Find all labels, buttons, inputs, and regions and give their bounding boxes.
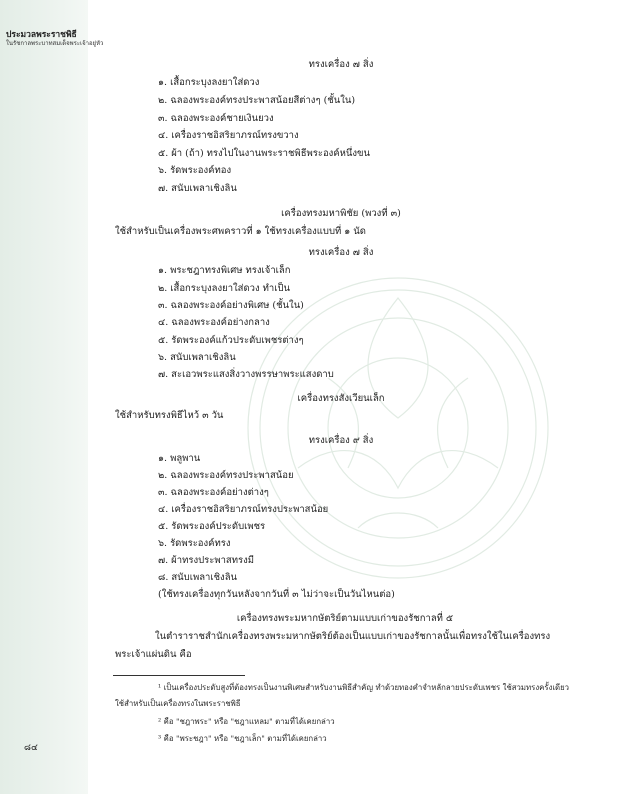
section4-text: ใช้สำหรับทรงพิธีไหว้ ๓ วัน [115,410,224,421]
list-item: ๑. เสื้อกระบุงลงยาใส่ดวง [158,77,260,88]
list-item: ๓. ฉลองพระองค์อย่างพิเศษ (ชั้นใน) [158,300,304,311]
running-head-title: ประมวลพระราชพิธี [6,30,77,40]
page-number: ๘๔ [24,743,38,753]
section1-heading: ทรงเครื่อง ๗ สิ่ง [308,59,374,70]
list-item: ๔. ฉลองพระองค์อย่างกลาง [158,317,270,328]
list-item: ๒. เสื้อกระบุงลงยาใส่ดวง ทำเป็น [158,283,291,294]
list-item: ๕. รัดพระองค์ประดับเพชร [158,521,266,532]
footnote-1: ¹ เป็นเครื่องประดับสูงที่ต้องทรงเป็นงานพิเศษสำหรับงานพิธีสำคัญ ทำด้วยทองคำจำหลักลายประดับเพชร ใช้สวมทรงครั้งเดียว [158,683,570,692]
list-item: ๗. ผ้าทรงประพาสทรงมี [158,555,254,566]
list-item: ๔. เครื่องราชอิสริยาภรณ์ทรงประพาสน้อย [158,504,329,515]
section5-heading: ทรงเครื่อง ๙ สิ่ง [308,435,374,446]
list-item-note: (ใช้ทรงเครื่องทุกวันหลังจากวันที่ ๓ ไม่ว่าจะเป็นวันไหนต่อ) [158,589,395,600]
list-item: ๖. สนับเพลาเชิงลิน [158,352,236,363]
list-item: ๕. รัดพระองค์แก้วประดับเพชรต่างๆ [158,335,304,346]
list-item: ๖. รัดพระองค์ทอง [158,165,232,176]
footnote-1-continued: ใช้สำหรับเป็นเครื่องทรงในพระราชพิธี [115,699,241,708]
section6-paragraph-line2: พระเจ้าแผ่นดิน คือ [115,649,192,660]
list-item: ๓. ฉลองพระองค์อย่างต่างๆ [158,487,269,498]
list-item: ๗. สะเอวพระแสงสิ่งวางพรรษาพระแสงดาบ [158,369,334,380]
list-item: ๖. รัดพระองค์ทรง [158,538,231,549]
section3-heading: ทรงเครื่อง ๗ สิ่ง [308,247,374,258]
list-item: ๒. ฉลองพระองค์ทรงประพาสน้อยสีต่างๆ (ชั้นใน) [158,95,356,106]
list-item: ๕. ผ้า (ถ้า) ทรงไปในงานพระราชพิธีพระองค์หนึ่งขน [158,148,371,159]
list-item: ๓. ฉลองพระองค์ชายเงินยวง [158,113,274,124]
section2-text: ใช้สำหรับเป็นเครื่องพระศพคราวที่ ๑ ใช้ทรงเครื่องแบบที่ ๑ นัด [115,226,366,237]
section6-heading: เครื่องทรงพระมหากษัตริย์ตามแบบเก่าของรัชกาลที่ ๕ [236,613,454,624]
section6-paragraph-line1: ในตำราราชสำนักเครื่องทรงพระมหากษัตริย์ต้องเป็นแบบเก่าของรัชกาลนั้นเพื่อทรงใช้ในเครื่องทรง [155,631,551,642]
section4-heading: เครื่องทรงสังเวียนเล็ก [297,393,385,404]
section2-heading: เครื่องทรงมหาพิชัย (พวงที่ ๓) [281,208,401,219]
running-head-subtitle: ในรัชกาลพระบาทสมเด็จพระเจ้าอยู่หัว [6,40,104,47]
list-item: ๑. พระชฎาทรงพิเศษ ทรงเจ้าเล็ก [158,265,291,276]
list-item: ๒. ฉลองพระองค์ทรงประพาสน้อย [158,470,294,481]
footnote-2: ² คือ "ชฎาพระ" หรือ "ชฎาแหลม" ตามที่ได้เคยกล่าว [158,717,335,726]
list-item: ๑. พลูพาน [158,453,201,464]
list-item: ๔. เครื่องราชอิสริยาภรณ์ทรงขวาง [158,130,299,141]
footnote-divider [113,675,245,676]
list-item: ๘. สนับเพลาเชิงลิน [158,572,238,583]
list-item: ๗. สนับเพลาเชิงลิน [158,183,237,194]
footnote-3: ³ คือ "พระชฎา" หรือ "ชฎาเล็ก" ตามที่ได้เคยกล่าว [158,734,327,743]
